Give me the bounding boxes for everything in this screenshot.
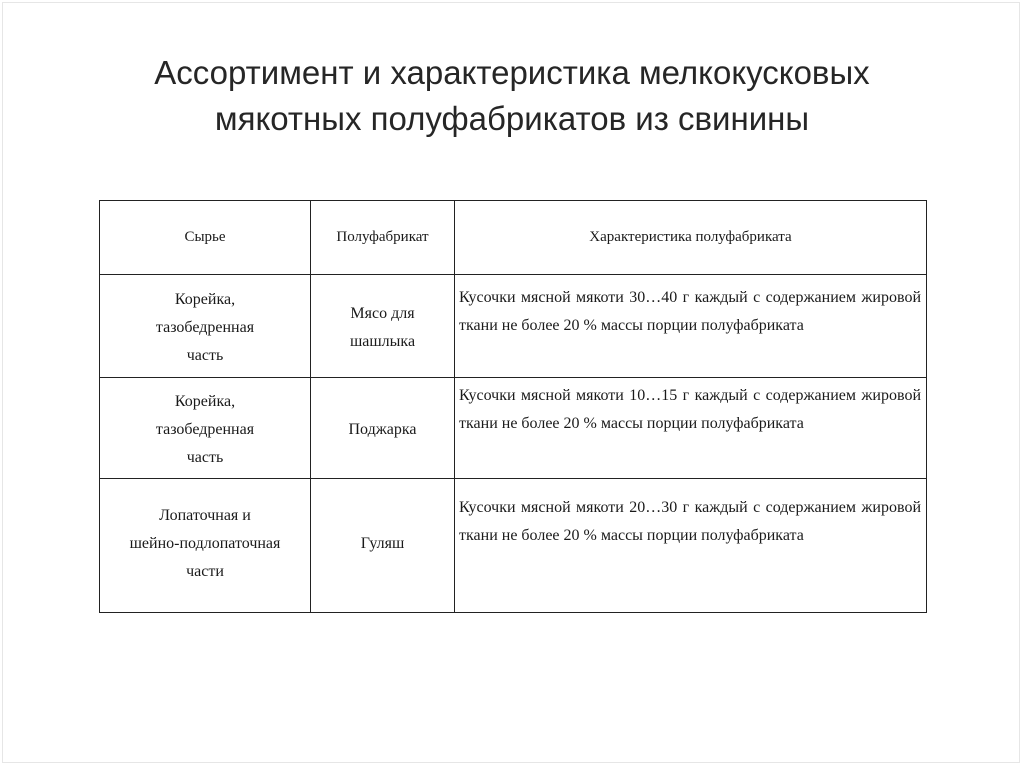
header-description: Характеристика полуфабриката [455,201,927,275]
header-product: Полуфабрикат [311,201,455,275]
description-cell: Кусочки мясной мякоти 30…40 г каждый с содержанием жировой ткани не более 20 % массы порции полуфабриката [455,275,927,378]
description-cell: Кусочки мясной мякоти 20…30 г каждый с содержанием жировой ткани не более 20 % массы порции полуфабриката [455,479,927,613]
product-line: Мясо для [350,305,415,322]
raw-line: часть [186,347,224,364]
header-raw: Сырье [100,201,311,275]
raw-line: часть [186,449,224,466]
raw-line: тазобедренная [155,319,255,336]
title-line-1: Ассортимент и характеристика мелкокусковых [154,54,870,91]
raw-line: тазобедренная [155,421,255,438]
product-cell [311,378,455,479]
table-row [100,378,927,479]
table-header-row [100,201,927,275]
raw-line: Лопаточная и [159,506,251,524]
product-line: Поджарка [348,421,417,438]
product-line: Гуляш [360,534,405,552]
raw-line: Корейка, [174,393,236,410]
raw-line: шейно-подлопаточная [129,534,281,552]
slide-title [0,50,1024,142]
raw-line: части [186,562,224,580]
product-cell [311,275,455,378]
assortment-table [99,200,927,613]
table-row [100,479,927,613]
title-line-2: мякотных полуфабрикатов из свинины [214,100,810,137]
product-line: шашлыка [349,333,416,350]
raw-cell [100,479,311,613]
product-cell [311,479,455,613]
table-row [100,275,927,378]
description-cell: Кусочки мясной мякоти 10…15 г каждый с содержанием жировой ткани не более 20 % массы порции полуфабриката [455,378,927,479]
raw-cell [100,378,311,479]
raw-cell [100,275,311,378]
raw-line: Корейка, [174,291,236,308]
